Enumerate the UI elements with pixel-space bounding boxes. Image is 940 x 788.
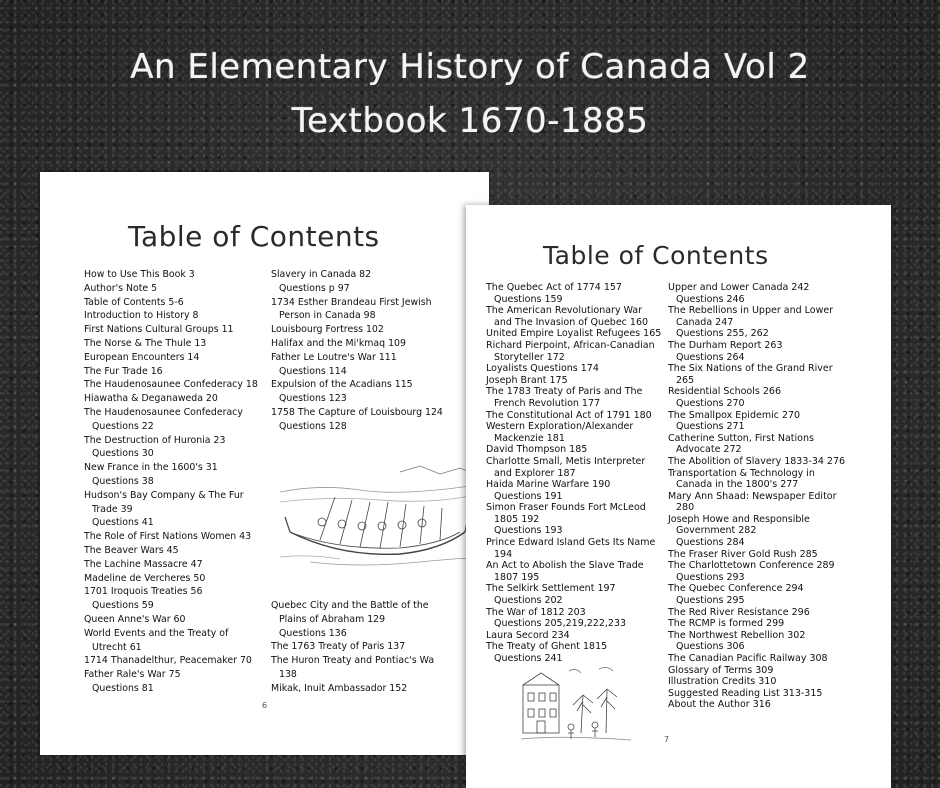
toc-entry: Questions 193 [494, 525, 563, 537]
toc-entry: Richard Pierpoint, African-Canadian [486, 339, 655, 351]
toc-entry: An Act to Abolish the Slave Trade [486, 560, 644, 572]
toc-entry: Questions 270 [676, 397, 745, 409]
toc-entry: The Destruction of Huronia 23 [84, 434, 226, 446]
toc-entry: The 1763 Treaty of Paris 137 [271, 641, 406, 653]
toc-entry: Laura Secord 234 [486, 629, 570, 641]
toc-entry: and The Invasion of Quebec 160 [494, 316, 649, 328]
toc-entry: Transportation & Technology in [668, 467, 815, 479]
toc-entry: Questions 159 [494, 293, 563, 305]
toc-entry: Questions p 97 [279, 282, 350, 294]
toc-entry: Questions 123 [279, 393, 347, 405]
toc-entry: Charlotte Small, Metis Interpreter [486, 455, 646, 467]
toc-entry: First Nations Cultural Groups 11 [84, 324, 234, 336]
toc-entry: Author's Note 5 [84, 282, 158, 294]
toc-entry: The Norse & The Thule 13 [84, 337, 207, 349]
toc-entry: The RCMP is formed 299 [668, 618, 785, 630]
toc-entry: Advocate 272 [676, 444, 742, 456]
toc-entry: Hiawatha & Deganaweda 20 [84, 393, 218, 405]
toc-entry: Questions 22 [92, 420, 154, 432]
toc-entry: The Smallpox Epidemic 270 [668, 409, 801, 421]
toc-entry: Upper and Lower Canada 242 [668, 282, 810, 293]
toc-entry: 1701 Iroquois Treaties 56 [84, 586, 203, 598]
left-page [40, 172, 489, 755]
toc-entry: The Charlottetown Conference 289 [668, 560, 835, 572]
toc-entry: The Quebec Conference 294 [668, 583, 804, 595]
left-toc-column-c [271, 599, 481, 696]
left-page-number: 6 [262, 701, 268, 710]
toc-entry: David Thompson 185 [486, 444, 588, 456]
toc-entry: Questions 128 [279, 420, 347, 432]
toc-entry: European Encounters 14 [84, 351, 200, 363]
toc-entry: Mikak, Inuit Ambassador 152 [271, 682, 408, 694]
toc-entry: Prince Edward Island Gets Its Name [486, 537, 656, 549]
toc-entry: Questions 30 [92, 448, 154, 460]
toc-entry: World Events and the Treaty of [84, 627, 229, 639]
toc-entry: Introduction to History 8 [84, 310, 199, 322]
toc-entry: 138 [279, 668, 297, 680]
toc-entry: Simon Fraser Founds Fort McLeod [486, 502, 646, 514]
toc-entry: The War of 1812 203 [486, 606, 586, 618]
toc-entry: United Empire Loyalist Refugees 165 [486, 328, 662, 340]
toc-entry: Questions 114 [279, 365, 347, 377]
toc-entry: Residential Schools 266 [668, 386, 781, 398]
toc-entry: Questions 81 [92, 682, 154, 694]
toc-entry: 1805 192 [494, 513, 540, 525]
toc-entry: and Explorer 187 [494, 467, 576, 479]
toc-entry: The Quebec Act of 1774 157 [486, 282, 622, 293]
toc-entry: The Haudenosaunee Confederacy [84, 406, 243, 418]
toc-entry: Father Rale's War 75 [84, 669, 181, 681]
toc-entry: The Canadian Pacific Railway 308 [668, 653, 828, 664]
toc-entry: The Red River Resistance 296 [668, 606, 810, 618]
toc-entry: Questions 306 [676, 641, 745, 653]
canoe-illustration [280, 462, 470, 572]
toc-entry: Mackenzie 181 [494, 432, 565, 444]
toc-entry: 1758 The Capture of Louisbourg 124 [271, 406, 443, 418]
toc-entry: French Revolution 177 [494, 397, 601, 409]
toc-entry: Questions 271 [676, 421, 745, 433]
toc-entry: Canada 247 [676, 316, 734, 328]
toc-entry: Canada in the 1800's 277 [676, 479, 799, 491]
toc-entry: Person in Canada 98 [279, 310, 376, 322]
toc-entry: The Durham Report 263 [668, 339, 783, 351]
toc-entry: The Lachine Massacre 47 [84, 558, 203, 570]
toc-entry: Madeline de Vercheres 50 [84, 572, 206, 584]
toc-entry: Louisbourg Fortress 102 [271, 324, 384, 336]
toc-entry: 194 [494, 548, 513, 560]
toc-entry: Suggested Reading List 313-315 [668, 687, 823, 699]
right-page [466, 205, 891, 788]
toc-entry: 1714 Thanadelthur, Peacemaker 70 [84, 655, 252, 667]
toc-entry: Questions 246 [676, 293, 745, 305]
toc-entry: Halifax and the Mi'kmaq 109 [271, 337, 406, 349]
toc-entry: Storyteller 172 [494, 351, 565, 363]
toc-entry: Glossary of Terms 309 [668, 664, 774, 676]
toc-entry: Expulsion of the Acadians 115 [271, 379, 413, 391]
town-illustration [521, 665, 631, 745]
right-toc-column-a [486, 282, 668, 665]
toc-entry: The Haudenosaunee Confederacy 18 [84, 379, 258, 391]
toc-entry: Government 282 [676, 525, 757, 537]
toc-entry: The Abolition of Slavery 1833-34 276 [668, 455, 846, 467]
toc-entry: Questions 255, 262 [676, 328, 769, 340]
toc-entry: How to Use This Book 3 [84, 269, 195, 280]
right-toc-heading: Table of Contents [543, 241, 769, 270]
toc-entry: Trade 39 [92, 503, 133, 515]
toc-entry: Questions 205,219,222,233 [494, 618, 627, 630]
toc-entry: Western Exploration/Alexander [486, 421, 634, 433]
toc-entry: Plains of Abraham 129 [279, 613, 386, 625]
toc-entry: Mary Ann Shaad: Newspaper Editor [668, 490, 837, 502]
toc-entry: The Constitutional Act of 1791 180 [486, 409, 652, 421]
toc-entry: Questions 38 [92, 475, 154, 487]
toc-entry: The Beaver Wars 45 [84, 544, 179, 556]
toc-entry: Questions 284 [676, 537, 745, 549]
toc-entry: The Northwest Rebellion 302 [668, 629, 806, 641]
toc-entry: Quebec City and the Battle of the [271, 600, 429, 611]
toc-entry: Slavery in Canada 82 [271, 269, 372, 280]
toc-entry: The Fur Trade 16 [84, 365, 163, 377]
toc-entry: Haida Marine Warfare 190 [486, 479, 611, 491]
toc-entry: The Huron Treaty and Pontiac's Wa [271, 655, 435, 667]
toc-entry: Questions 59 [92, 600, 154, 612]
toc-entry: Utrecht 61 [92, 641, 142, 653]
toc-entry: The Rebellions in Upper and Lower [668, 305, 834, 317]
toc-entry: 265 [676, 374, 695, 386]
banner-line-1: An Elementary History of Canada Vol 2 [130, 47, 810, 87]
toc-entry: Questions 41 [92, 517, 154, 529]
toc-entry: Father Le Loutre's War 111 [271, 351, 397, 363]
toc-entry: About the Author 316 [668, 699, 771, 711]
toc-entry: Questions 264 [676, 351, 745, 363]
toc-entry: The Six Nations of the Grand River [668, 363, 833, 375]
left-toc-column-a [84, 268, 264, 696]
toc-entry: Loyalists Questions 174 [486, 363, 599, 375]
right-page-number: 7 [664, 735, 670, 744]
left-toc-column-b [271, 268, 481, 434]
toc-entry: The Role of First Nations Women 43 [84, 531, 252, 543]
toc-entry: 280 [676, 502, 695, 514]
toc-entry: Illustration Credits 310 [668, 676, 777, 688]
toc-entry: The American Revolutionary War [486, 305, 643, 317]
toc-entry: Joseph Brant 175 [486, 374, 568, 386]
toc-entry: Questions 295 [676, 595, 745, 607]
toc-entry: Questions 202 [494, 595, 563, 607]
toc-entry: Questions 241 [494, 653, 563, 664]
toc-entry: The Selkirk Settlement 197 [486, 583, 616, 595]
toc-entry: Catherine Sutton, First Nations [668, 432, 814, 444]
left-toc-heading: Table of Contents [128, 220, 380, 253]
toc-entry: Table of Contents 5-6 [84, 296, 184, 308]
right-toc-column-b [668, 282, 886, 711]
toc-entry: The Treaty of Ghent 1815 [486, 641, 608, 653]
toc-entry: New France in the 1600's 31 [84, 462, 218, 474]
toc-entry: Joseph Howe and Responsible [668, 513, 810, 525]
banner-line-2: Textbook 1670-1885 [291, 101, 649, 141]
toc-entry: Questions 293 [676, 571, 745, 583]
toc-entry: The Fraser River Gold Rush 285 [668, 548, 818, 560]
toc-entry: The 1783 Treaty of Paris and The [486, 386, 643, 398]
toc-entry: 1807 195 [494, 571, 540, 583]
toc-entry: Queen Anne's War 60 [84, 613, 186, 625]
toc-entry: Questions 136 [279, 627, 347, 639]
banner-title [0, 40, 940, 148]
toc-entry: 1734 Esther Brandeau First Jewish [271, 296, 432, 308]
toc-entry: Questions 191 [494, 490, 563, 502]
toc-entry: Hudson's Bay Company & The Fur [84, 489, 244, 501]
